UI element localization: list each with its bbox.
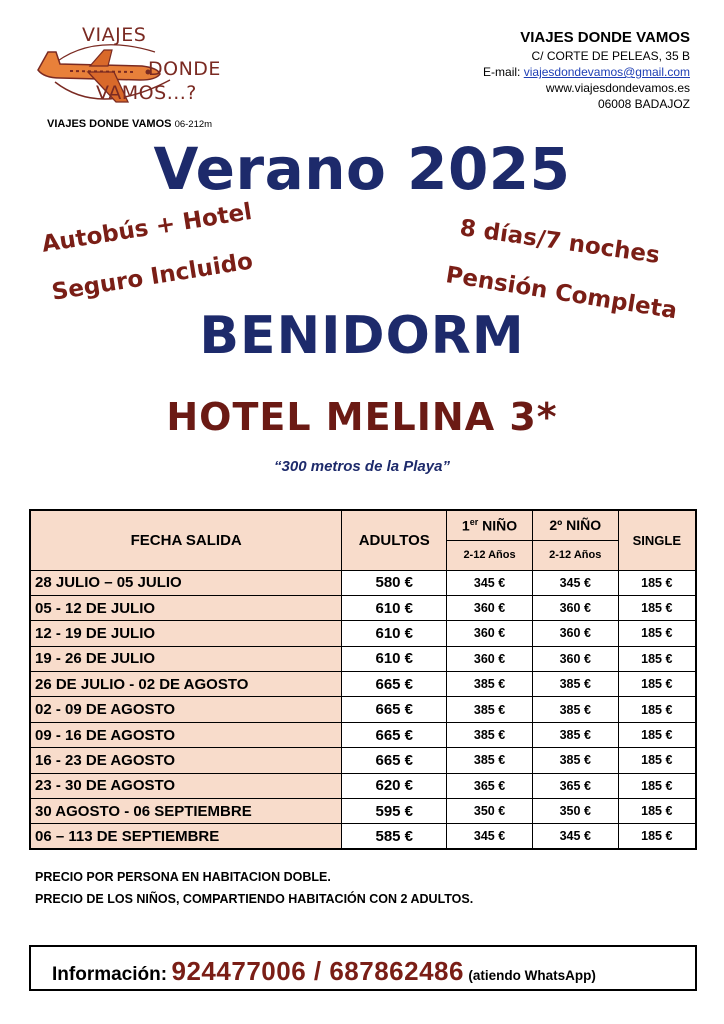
logo-caption-name: VIAJES DONDE VAMOS [47, 118, 172, 130]
headline: Verano 2025 [153, 135, 571, 203]
header-single: SINGLE [618, 510, 696, 570]
hotel-title: HOTEL MELINA 3* [166, 395, 558, 439]
cell-fecha: 26 DE JULIO - 02 DE AGOSTO [30, 672, 342, 697]
cell-single: 185 € [618, 595, 696, 620]
cell-nino2: 385 € [532, 748, 618, 773]
table-row [30, 570, 696, 595]
agency-contact [390, 28, 690, 112]
cell-fecha: 12 - 19 DE JULIO [30, 621, 342, 646]
cell-nino2: 365 € [532, 773, 618, 798]
cell-single: 185 € [618, 748, 696, 773]
cell-single: 185 € [618, 697, 696, 722]
cell-adultos: 595 € [342, 799, 447, 824]
tag-duration: 8 días/7 noches [458, 215, 662, 269]
header-adultos: ADULTOS [342, 510, 447, 570]
header-nino1 [447, 510, 533, 540]
cell-fecha: 06 – 113 DE SEPTIEMBRE [30, 824, 342, 849]
cell-adultos: 610 € [342, 646, 447, 671]
cell-fecha: 28 JULIO – 05 JULIO [30, 570, 342, 595]
cell-adultos: 665 € [342, 748, 447, 773]
cell-nino1: 385 € [447, 748, 533, 773]
email-link[interactable]: viajesdondevamos@gmail.com [523, 65, 690, 79]
cell-single: 185 € [618, 773, 696, 798]
cell-single: 185 € [618, 824, 696, 849]
price-notes [35, 866, 473, 910]
table-row [30, 722, 696, 747]
cell-single: 185 € [618, 722, 696, 747]
cell-nino1: 385 € [447, 672, 533, 697]
cell-nino2: 350 € [532, 799, 618, 824]
cell-fecha: 09 - 16 DE AGOSTO [30, 722, 342, 747]
note-children: PRECIO DE LOS NIÑOS, COMPARTIENDO HABITACIÓN CON 2 ADULTOS. [35, 892, 474, 906]
info-label: Información: [52, 964, 168, 985]
logo-line-vamos: VAMOS...? [96, 82, 197, 104]
cell-fecha: 30 AGOSTO - 06 SEPTIEMBRE [30, 799, 342, 824]
cell-single: 185 € [618, 646, 696, 671]
cell-nino1: 345 € [447, 570, 533, 595]
table-row [30, 646, 696, 671]
agency-email-line [390, 64, 690, 80]
table-row [30, 748, 696, 773]
note-double-room: PRECIO POR PERSONA EN HABITACION DOBLE. [35, 870, 331, 884]
price-table-body [30, 570, 696, 849]
header-nino2-age: 2-12 Años [532, 540, 618, 570]
agency-logo [30, 22, 245, 112]
table-row [30, 824, 696, 849]
phone-numbers[interactable]: 924477006 / 687862486 [171, 956, 464, 986]
cell-nino2: 345 € [532, 824, 618, 849]
cell-single: 185 € [618, 799, 696, 824]
header-nino1-age: 2-12 Años [447, 540, 533, 570]
email-label: E-mail: [483, 65, 521, 79]
cell-nino2: 345 € [532, 570, 618, 595]
cell-adultos: 580 € [342, 570, 447, 595]
cell-adultos: 665 € [342, 697, 447, 722]
cell-fecha: 02 - 09 DE AGOSTO [30, 697, 342, 722]
tag-insurance: Seguro Incluido [49, 248, 255, 306]
header-fecha: FECHA SALIDA [30, 510, 342, 570]
cell-nino1: 345 € [447, 824, 533, 849]
info-bar [29, 945, 697, 991]
cell-fecha: 19 - 26 DE JULIO [30, 646, 342, 671]
cell-single: 185 € [618, 621, 696, 646]
table-row [30, 672, 696, 697]
cell-nino2: 360 € [532, 621, 618, 646]
logo-caption [47, 118, 212, 130]
cell-nino1: 365 € [447, 773, 533, 798]
table-row [30, 697, 696, 722]
cell-nino2: 360 € [532, 595, 618, 620]
cell-adultos: 585 € [342, 824, 447, 849]
cell-fecha: 23 - 30 DE AGOSTO [30, 773, 342, 798]
table-row [30, 595, 696, 620]
cell-nino2: 385 € [532, 672, 618, 697]
license-number: 06-212m [174, 119, 213, 130]
header-nino1-sup: er [469, 516, 479, 527]
agency-city: 06008 BADAJOZ [597, 97, 690, 111]
cell-nino1: 360 € [447, 646, 533, 671]
cell-single: 185 € [618, 672, 696, 697]
destination-title: BENIDORM [199, 306, 525, 366]
cell-nino1: 360 € [447, 595, 533, 620]
cell-single: 185 € [618, 570, 696, 595]
logo-line-donde: DONDE [148, 58, 221, 80]
cell-adultos: 665 € [342, 722, 447, 747]
cell-nino2: 385 € [532, 697, 618, 722]
cell-adultos: 610 € [342, 595, 447, 620]
cell-nino2: 360 € [532, 646, 618, 671]
agency-address: C/ CORTE DE PELEAS, 35 B [531, 49, 690, 63]
cell-nino2: 385 € [532, 722, 618, 747]
header-nino1-word: NIÑO [478, 517, 518, 534]
table-row [30, 621, 696, 646]
price-table [29, 509, 697, 850]
cell-nino1: 350 € [447, 799, 533, 824]
table-header-row [30, 510, 696, 540]
cell-fecha: 05 - 12 DE JULIO [30, 595, 342, 620]
hotel-subtitle: “300 metros de la Playa” [274, 458, 450, 475]
logo-line-viajes: VIAJES [82, 24, 147, 46]
agency-website[interactable]: www.viajesdondevamos.es [545, 81, 690, 95]
table-row [30, 799, 696, 824]
whatsapp-note: (atiendo WhatsApp) [468, 968, 596, 983]
tag-board: Pensión Completa [443, 262, 679, 325]
cell-adultos: 610 € [342, 621, 447, 646]
table-row [30, 773, 696, 798]
cell-fecha: 16 - 23 DE AGOSTO [30, 748, 342, 773]
agency-name: VIAJES DONDE VAMOS [520, 29, 690, 46]
cell-nino1: 360 € [447, 621, 533, 646]
cell-nino1: 385 € [447, 697, 533, 722]
cell-nino1: 385 € [447, 722, 533, 747]
header-nino2: 2º NIÑO [532, 510, 618, 540]
cell-adultos: 620 € [342, 773, 447, 798]
cell-adultos: 665 € [342, 672, 447, 697]
header-nino1-num: 1 [461, 517, 470, 534]
tag-transport: Autobús + Hotel [39, 198, 254, 258]
